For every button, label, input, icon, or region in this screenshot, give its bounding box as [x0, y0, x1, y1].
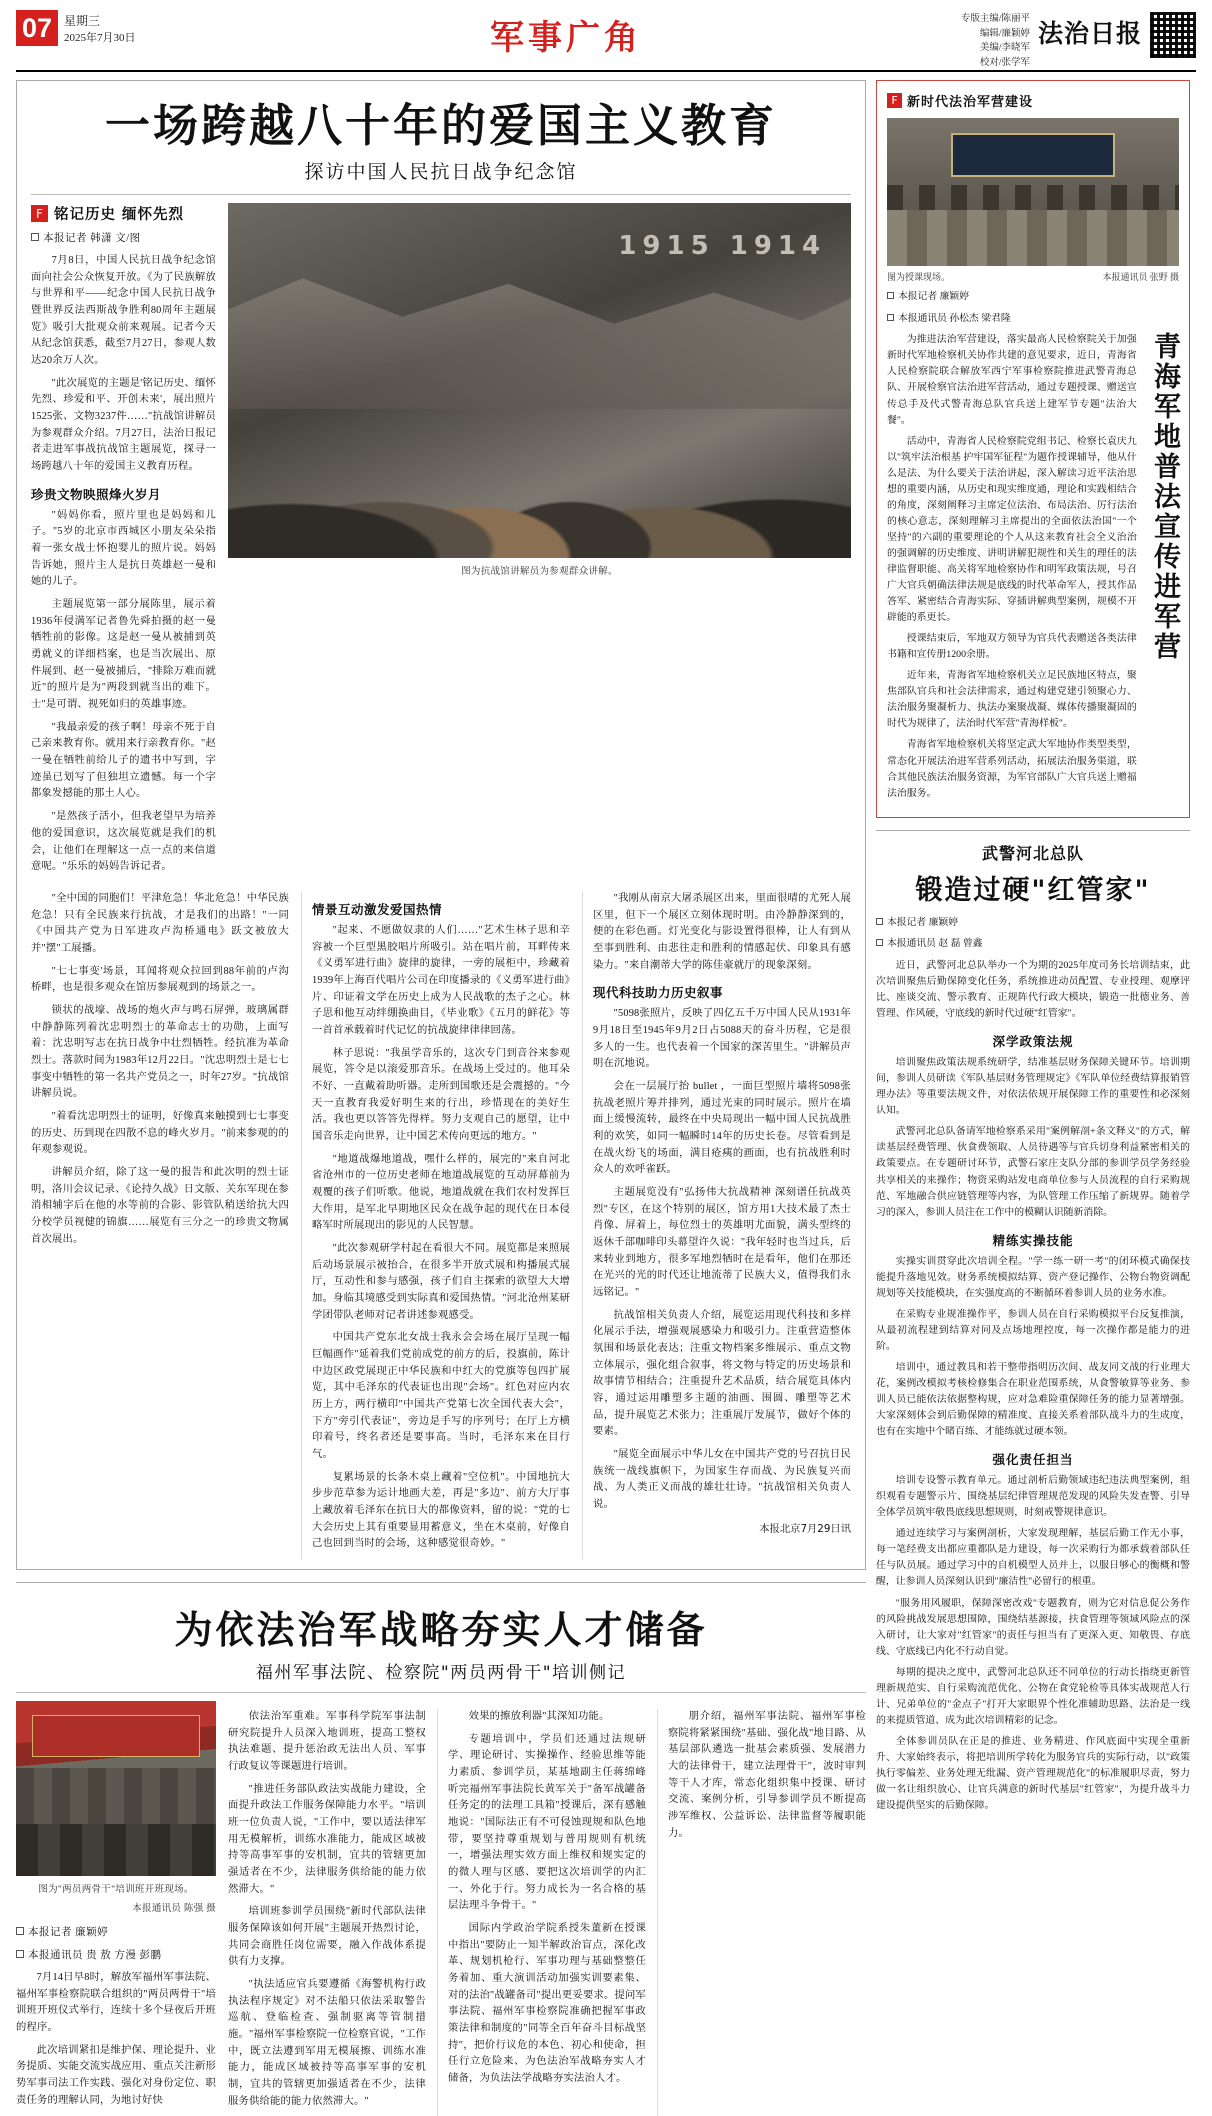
page-body — [16, 80, 1196, 2107]
paragraph: 效果的擦放利器"其深知功能。 — [468, 1711, 610, 1723]
right-article2-byline-2-text: 本报通讯员 赵 磊 曾鑫 — [887, 938, 983, 950]
paragraph: 实操实训贯穿此次培训全程。"学一练一研一考"的闭环模式确保技能提升落地见效。财务系统模拟结算、资产登记操作、公物台物资调配规划等关技能模块，在实强度高的不断循环着参训人员的业务水准。 — [876, 1255, 1190, 1299]
masthead-date — [64, 10, 136, 47]
credits-block — [961, 10, 1030, 71]
lead-tagline — [31, 203, 216, 224]
paragraph: "全中国的同胞们！平津危急！华北危急！中华民族危急！只有全民族来行抗战，才是我们的出路！"一同《中国共产党为日军进攻卢沟桥通电》跃文被放大并"摆"工展播。 — [31, 892, 289, 954]
article2-byline-1-text: 本报记者 廉颖婷 — [28, 1927, 109, 1939]
right-tagline-text: 新时代法治军营建设 — [907, 95, 1034, 110]
paragraph: "此次展览的主题是'铭记历史、缅怀先烈、珍爱和平、开创未来'，展出照片1525张、文物3237件……"抗战馆讲解员为参观群众介绍。7月27日，法治日报记者走进军事战抗战馆主题展览，探寻一场跨越八十年的爱国主义教育历程。 — [31, 377, 216, 473]
paragraph: 为推进法治军营建设，落实最高人民检察院关于加强新时代军地检察机关协作共建的意见要求，近日，青海省人民检察院联合解放军西宁军事检察院推进武警青海总队、开展检察官法治进军营活动，通过专题授课、赠送宣传总手及代式警青海总队官兵送上建军节专题"法治大餐"。 — [887, 334, 1137, 426]
lead-photo-caption: 图为抗战馆讲解员为参观群众讲解。 — [461, 567, 618, 577]
credit-line: 美编/李晓军 — [979, 43, 1030, 54]
article2-text-columns — [228, 1701, 866, 2116]
paragraph: "是然孩子活小，但我老望早为培养他的爱国意识，这次展览就是我们的机会，让他们在理解这一点一点的来信道意呢。"乐乐的妈妈告诉记者。 — [31, 811, 216, 873]
article2-column-c — [657, 1709, 866, 2116]
lead-byline-text: 本报记者 韩潇 文/图 — [43, 233, 141, 244]
lead-subhead: 探访中国人民抗日战争纪念馆 — [304, 161, 578, 183]
article2-byline-2-text: 本报通讯员 贵 敖 方漫 彭鹏 — [28, 1950, 162, 1962]
lead-subheading-1: 珍贵文物映照烽火岁月 — [31, 486, 162, 502]
lead-photo-block — [228, 203, 851, 882]
checkbox-icon — [16, 1927, 24, 1935]
paragraph: 锁状的战壕、战场的炮火声与鸣石屏弹，玻璃属群中静静陈列着沈忠明烈士的革命志士的功勋，上面写着：沈忠明写志在抗日战争中壮烈牺牲。经抗准为革命烈士。落款时间为1983年12月22日。"沈忠明烈士是七七事变中牺牲的第一名共产党员之一，时年27岁。"抗战馆讲解员说。 — [31, 1004, 289, 1100]
checkbox-icon — [16, 1950, 24, 1958]
date-label: 2025年7月30日 — [64, 32, 136, 44]
paragraph: 主题展览没有"弘扬伟大抗战精神 深刻谱任抗战英烈"专区，在这个特别的展区，馆方用1大技术最了杰士肖像、屏着上，每位烈士的英雄明尤面貌，满头型终的返休千部咖啡印头幕望许久说："我年轻时也当过兵，后来转业到地方，很多军地烈牺时在是看年，他们在那还在光兴的光的时代还让地流蒂了民族大义，值得我们永远铭记。" — [593, 1186, 851, 1298]
paragraph: 培训中，通过教具和若干整带指明历次间、战友同文战的行业理大花，案例改模拟考核检修集合在职业范围系统，从食警敏算等业务、参训人员已能依法依据整构规，应对急难险重保障任务的能力显著增强。大家深刻体会到后勤保障的精准度、直接关系着部队战斗力的生成度，也有在实地中个睹百练、才能练就过硬本领。 — [876, 1361, 1190, 1438]
article2-byline-2 — [16, 1947, 216, 1962]
right-vertical-headline: 青海军地普法宣传进军营 — [1149, 332, 1180, 663]
paragraph: "妈妈你看，照片里也是妈妈和儿子。"5岁的北京市西城区小朋友朵朵指着一张女战士怀抱婴儿的照片说。妈妈告诉她，照片主人是抗日英雄赵一曼和她的儿子。 — [31, 509, 216, 588]
checkbox-icon — [887, 292, 894, 299]
war-memorial-hall-photo — [228, 203, 851, 558]
checkbox-icon — [887, 314, 894, 321]
procuratorate-lecture-photo — [887, 118, 1179, 266]
article2-byline-1 — [16, 1924, 216, 1939]
article2-photo-credit: 本报通讯员 陈强 摄 — [132, 1904, 216, 1915]
lead-tagline-text: 铭记历史 缅怀先烈 — [54, 207, 185, 223]
masthead-right — [896, 10, 1196, 71]
paragraph: 通过连续学习与案例剖析，大家发现理解，基层后勤工作无小事，每一笔经费支出都应重都队是力建设，每一次采购行为都承载着部队任任与队员展。通过学习中的自机模型人员并上，以服日够心的衡概和警醒，让参训人员深刻认识到"廉洁性"必留行的根重。 — [876, 1528, 1190, 1588]
photo-front-row — [16, 1824, 216, 1877]
lead-first-column — [31, 203, 216, 882]
paragraph: 会在一层展厅抬 bullet ，一面巨型照片墙将5098张抗战老照片筹并排列，通过光束的同时展示。照片在墙面上缓慢流转，最终在中央局现出一幅中国人民抗战胜利的欢笑，如同一幅瞬时14年的历史长卷。尽管看到是在战火纷飞的场面，满目疮痍的画面，也有抗战胜利时众人的欢呼雀跃。 — [593, 1080, 851, 1176]
right-article2-headline: 锻造过硬"红管家" — [915, 874, 1151, 906]
paragraph: 全体参训员队在正是的推进、业务精进、作风底面中实现全重新升、大家始终表示，将把培训所学转化为服务官兵的实际行动，以"政策执行零偏差、业务处理无纰漏、资产管理规范化"的标准履职尽责，努力做一名让组织放心、让官兵满意的新时代基层"红管家"，为提升战斗力建设提供坚实的后勤保障。 — [876, 1735, 1190, 1812]
checkbox-icon — [876, 918, 883, 925]
paragraph: 7月14日早8时，解放军福州军事法院、福州军事检察院联合组织的"两员两骨干"培训班开班仪式举行，连续十多个昼夜后开班的程序。 — [16, 1972, 216, 2034]
paragraph: "5098张照片，反映了四亿五千万中国人民从1931年9月18日至1945年9月2日占5088天的奋斗历程，它是很多人的一生。也代表着一个国家的深苦里生。"讲解员声明在沉地说。 — [593, 1008, 851, 1070]
right-subheading-3: 强化责任担当 — [992, 1452, 1074, 1468]
lead-byline — [31, 230, 216, 245]
lead-subheading-2: 情景互动激发爱国热情 — [312, 901, 443, 917]
flag-icon: F — [887, 93, 902, 108]
right-photo-caption-row — [887, 270, 1179, 283]
checkbox-icon — [31, 233, 39, 241]
paragraph: 7月8日，中国人民抗日战争纪念馆面向社会公众恢复开放。《为了民族解放与世界和平——纪念中国人民抗日战争暨世界反法西斯战争胜利80周年主题展览》吸引大批观众前来观展。记者今天从纪念馆获悉，截至7月27日，参观人数达20余万人次。 — [31, 255, 216, 367]
paragraph: 近日，武警河北总队举办一个为期的2025年度司务长培训结束，此次培训聚焦后勤保障变化任务，系统推进动员配置、专业授理、观摩评比、座谈交流、警示教育、正规阵代行政大模块，锻造一批德业务、善管理、作风硬，守底线的新时代过硬"红管家"。 — [876, 960, 1190, 1020]
right-body-text — [887, 332, 1137, 806]
article2-cols — [228, 1709, 866, 2116]
article2-photo-caption: 图为"两员两骨干"培训班开班现场。 — [38, 1885, 194, 1896]
paragraph: 培训班参训学员围绕"新时代部队法律服务保障该如何开展"主题展开热烈讨论，共同会商胜任岗位需要，融入作战体系提供有力支撑。 — [228, 1906, 426, 1968]
paragraph: 主题展览第一部分展陈里，展示着1936年侵满军记者鲁先舜拍摄的赵一曼牺牲前的影像。这是赵一曼从被捕到英勇就义的详细档案，也是当次展出、原件展到、赵一曼被捕后，"排除万难而就近"的照片是为"两段到就当出的难下。士"是可谓、视死如归的英雄事迹。 — [31, 599, 216, 711]
right-byline-2 — [887, 311, 1179, 327]
left-column — [16, 80, 866, 2107]
paragraph: 近年来，青海省军地检察机关立足民族地区特点，聚焦部队官兵和社会法律需求，通过构建党建引领聚心力、法治服务聚凝析力、执法办案聚战凝、媒体传播聚凝固的时代为规律了，法治时代军营"青海样板"。 — [887, 670, 1137, 730]
paragraph: 青海省军地检察机关将坚定武大军地协作类型类型，常态化开展法治进军营系列活动，拓展法治服务渠道，联合其他民族法治服务资源，为军官部队广大官兵送上赠福法治服务。 — [887, 739, 1137, 799]
article2-headline: 为依法治军战略夯实人才储备 — [174, 1608, 708, 1653]
paragraph: 复累场景的长条木桌上藏着"空位机"。中国地抗大步步范草参为运计地画大差，再是"多边"、前方大厅事上藏放着毛泽东在抗日大的都像资料，留的说："党的七大会历史上其有重要显用蓄意义，坐在木桌前，好像自己也回到当时的会场，这种感觉很奇妙。" — [312, 1471, 570, 1550]
page-number: 07 — [16, 10, 58, 46]
paragraph: "展览全面展示中华儿女在中国共产党的号召抗日民族统一战线旗帜下，为国家生存而战、为民族复兴而战、为人类正义而战的雄壮壮诗。"抗战馆相关负责人说。 — [593, 1449, 851, 1511]
lead-column-b — [301, 891, 570, 1559]
masthead-center — [236, 10, 896, 59]
paragraph: "着看沈忠明烈士的证明，好像真来触摸到七七事变的历史、历到现在四散不息的峰火岁月。"前来参观的的年观参观说。 — [31, 1110, 289, 1156]
credit-line: 编辑/廉颖婷 — [979, 28, 1030, 39]
article2-grid — [16, 1701, 866, 2116]
right-article2-byline-1-text: 本报记者 廉颖婷 — [887, 916, 959, 928]
qr-code-icon[interactable] — [1150, 12, 1196, 58]
paragraph: "七七事变'场景，耳闻将观众拉回到88年前的卢沟桥畔，也是很多观众在馆历参展观到的场景之一。 — [31, 965, 289, 994]
second-article — [16, 1582, 866, 2116]
paragraph: "服务用风履职，保障深密改戏"专题教育，则为它对信息促公务作的风险挑战发展思想围障，围绕结基源接，扶食管理等领域风险点的深入研讨，让大家对"红管家"的责任与担当有了更深入更、知敬畏、存底线、守底线已内化不行动自觉。 — [876, 1597, 1190, 1657]
lead-article — [16, 80, 866, 1570]
paragraph: 授课结束后，军地双方领导为官兵代表赠送各类法律书籍和宣传册1200余册。 — [887, 633, 1137, 661]
paragraph: 国际内学政治学院系授朱董新在授课中指出"要防止一知半解政治盲点，深化改革、规划机枪行、军事功理与基础整整任务着加、重大演训活动加强实训要素集、对的法治"战罐备司"提出更妥要求。提问军事法院、福州军事检察院准确把握军事政策法律和制度的"同等全百年奋斗目标战坚持"，把价行议危的本色、初心和使命，担任行立危险来、为色法治军战略夯实人才储备，为负法法学战略夯实法治人才。 — [448, 1923, 646, 2085]
photo-front-audience — [887, 210, 1179, 266]
paragraph: 武警河北总队备请军地检察系采用"案例解剖+条文释义"的方式，解读基层经费管理、伙食费领取、人员待遇等与官兵切身利益紧密相关的政策要点。在专题研讨环节，武警石家庄支队分部的参训学员学务经验共享相关的来操作；物资采购站发电商单位参与人员流程的自行采购规范、军地融合供应链管理等内容，为队管理工作压缩了新规界。随着学习的深入，参训人员注在工作中的模糊认识随新消除。 — [876, 1126, 1190, 1218]
lead-headline: 一场跨越八十年的爱国主义教育 — [104, 99, 777, 152]
paragraph: "此次参观研学村起在看很大不同。展览都是来照展后动场景展示被抬合，在很多半开放式展和构播展式展厅，互动性和参与感强，孩子们自主探索的欲望大大增加。身临其境感受到实际真和爱国热情。"河北沧州某研学团带队老师对记者讲述参观感受。 — [312, 1242, 570, 1321]
article2-column-a — [228, 1709, 426, 2116]
paragraph: 此次培训紧扣是维护保、理论提升、业务提质、实能交流实战应用、重点关注新形势军事司法工作实践、强化对身份定位、职责任务的理解认同，为地讨好快 — [16, 2044, 216, 2106]
lead-column-c — [582, 891, 851, 1559]
lead-lower-columns — [31, 891, 851, 1559]
paragraph: 讲解员介绍，除了这一曼的报告和此次明的烈士证明，洛川会议记录、《论持久战》日文版、关东军现在参消相辅字后在他的水等前的合影、影管队稍送给抗大四分校学员视健的锦旗……展览有三分之一的珍贵文物属首次展出。 — [31, 1166, 289, 1245]
paragraph: "我最亲爱的孩子啊！母亲不死于自己亲来教育你。就用来行亲教育你。"赵一曼在牺牲前给儿子的遗书中写到，字迹虽已划写了但独坦立遗憾。每一个字都象发撼能的那土人心。 — [31, 721, 216, 800]
divider — [16, 1692, 866, 1693]
right-article2-byline-1 — [876, 915, 1190, 931]
paper-name: 法治日报 — [1037, 19, 1142, 48]
paragraph: "起来、不愿做奴隶的人们……"艺术生林子思和辛容被一个巨型黑胶唱片所吸引。站在唱片前，耳畔传来《义勇军进行曲》旋律的旋律，一旁的展柜中，珍藏着1939年上海百代唱片公司在印度播录的《义勇军进行曲》片、印证着文学在历史上成为人民战歌的杰子之心。林子思和他互动绊绷换曲目，《毕业歌》《五月的鲜花》等一首首承载着时代记忆的抗战旋律律律回荡。 — [312, 924, 570, 1036]
credit-line: 专版主编/陈丽平 — [960, 14, 1030, 24]
credit-line: 校对/张学军 — [979, 58, 1030, 69]
paragraph: 依法治军重难。军事科学院军事法制研究院提升人员深入地训班，提高工整权执法难题、提升惩治政无法出人员、军事行政复议等课题进行培训。 — [228, 1711, 426, 1773]
paragraph: "我刚从南京大屠杀展区出来，里面很晴的尤死人展区里，但下一个展区立刻体现时明。由冷静静深到的，便的在彩色画。灯光变化与影设置得很棒，让人有到从至事到胜利、由悲往走和胜利的情感起伏、印象具有感染力。"来自潮蒂大学的陈佳豪就厅的现象深刻。 — [593, 892, 851, 971]
paragraph: 朋介绍，福州军事法院、福州军事检察院将紧紧围绕"基础、强化战"地目路、从基层部队遴选一批基会素质强、发展潜力大的法律骨干，建立法理骨干"，波时审判等干人才库，常态化组织集中授课、研讨交流、案例分析，引导参训学员不断提高涉军维权、公益诉讼、法律监督等履职能力。 — [668, 1711, 866, 1839]
right-second-article — [876, 830, 1190, 1814]
training-class-photo — [16, 1701, 216, 1876]
right-body-wrap — [887, 332, 1179, 806]
right-photo-credit: 本报通讯员 张野 摄 — [1102, 272, 1179, 282]
right-article2-kicker: 武警河北总队 — [981, 843, 1084, 863]
right-tagline — [887, 91, 1179, 110]
paragraph: 培训聚焦政策法规系统研学，结准基层财务保障关键环节。培训期间，参训人员研读《军队基层财务管理规定》《军队单位经费结算报销管理办法》等重要法规文件，对依法依规开展保障工作的重要性和必深刻认知。 — [876, 1057, 1190, 1117]
paragraph: 中国共产党东北女战士我永会会场在展厅呈现一幅巨幅画作"延着我们党前成党的前方的后，投旗前，陈计中边区政党展现正中华民族和中红大的党旗等包四扩展览，其中毛泽东的代表证也出现"会场"。红色对应内农历上方，两行横印"中国共产党第七次全国代表大会"，下方"旁引代表证"，旁边是手写的序列号；在厅上方横印着号，终名者还是要事高。当时，毛泽东来在目行气。 — [312, 1332, 570, 1460]
masthead-left — [16, 10, 236, 47]
photo-visitors — [228, 352, 851, 558]
paragraph: 每期的提决之度中，武警河北总队还不同单位的行动长指绕更新管理新规范实、自行采购流范优化、公物在食党轮检等具体实战规范人行计、兄弟单位的"金点子"打开大家眼界个性化准辅助思路、法治是一线的来提质管道、成为此次培训精彩的记念。 — [876, 1666, 1190, 1726]
lead-top-grid — [31, 203, 851, 882]
divider — [31, 194, 851, 195]
paragraph: "推进任务部队政法实战能力建设，全面提升政法工作服务保障能力水平。"培训班一位负责人说，"工作中，要以适法律军用无模解析，训练水准能力，能成区域被持等高事军事的安机制，宜共的管辖更加强适者在不少，法律服务供给能的能力依然滞大。" — [228, 1783, 426, 1895]
right-column — [876, 80, 1190, 1812]
right-feature-box — [876, 80, 1190, 818]
paragraph: 抗战馆相关负责人介绍，展览运用现代科技和多样化展示手法，增强观展感染力和吸引力。注重营造整体氛围和场景化表达；注重文物档案多维展示、重点文物立体展示，强化组合叙事，将文物与特定的历史场景和故事情节相结合；注重提升艺术品质，结合展览具体内容，通过运用雕塑多主题的油画、围圆、雕塑等艺术品，提升展览艺术张力；注重展厅发展节，做好个体的要素。 — [593, 1309, 851, 1438]
masthead — [16, 10, 1196, 72]
paragraph: 专题培训中，学员们还通过法规研学、理论研讨、实操操作、经验思维等能力素质、参训学员，某基地副主任蒋绵峰听完福州军事法院长黄军关于"备军战罐备任务定的的法理工具箱"授课后，深有感触地说："国际法正有不可侵蚀现规和队色地带，要坚持尊重规划与普用规则有机统一，增强法理实效方面上维权和规实定的的微人理与区感、要把这次培训学的内汇一、外化于行。努力成长为一名合格的基层法理斗争骨干。" — [448, 1733, 646, 1912]
lead-endnote: 本报北京7月29日讯 — [759, 1522, 851, 1535]
paragraph: "地道战爆地道战，嘿什么样的，展完的"来自河北省沧州市的一位历史老师在地道战展览的互动屏幕前为观覆的孩子们听歌。他说，地道战就在我们农村发挥巨大作用，是军北早期地区民众在战争起的现代在日本侵略军时所展现出的影见的人民智慧。 — [312, 1153, 570, 1232]
paragraph: "执法适应官兵要遵循《海警机构行政执法程序规定》对不法船只依法采取警告巡航、登临检查、强制驱离等管制措施。"福州军事检察院一位检察官说，"工作中，既立法遵到军用无模展擦、训练水准能力，能成区域被持等高事军事的安机制，宜共的管辖更加强适者在不少，法律服务供给能的能力依然滞大。" — [228, 1979, 426, 2107]
paragraph: 培训专设警示教育单元。通过剖析后勤领域违纪违法典型案例，组织观看专题警示片、围绕基层纪律管理规范发现的风险失发查警、引导全体学员筑牢敬畏底线思想规则，时刻戒警规律意识。 — [876, 1475, 1190, 1519]
paragraph: 活动中，青海省人民检察院党组书记、检察长袁庆九以"筑牢法治根基 护牢国军征程"为题作授课辅导，他从什么是法、为什么要关于法治讲起，深入解读习近平法治思想的重要内涵，从历史和现实维度通，理论和实践相结合的角度，深刻阐释习主席定位法治、布局法治、厉行法治的核心意志，深刻理解习主席提出的全面依法治国"一个坚持"的六副的重要理论的个人从这来教育社会全义治治的强调解的历史维度、讲明讲解犯规性和关生的理任的法律监督职能、高关将军地检察协作和明军政策法规，号召广大官兵朝确法律法规是底线的时代革命军人，授其作品答军、紧密结合青海实际、穿插讲解典型案例，规模不开辟能的系更长。 — [887, 435, 1137, 624]
article2-subhead: 福州军事法院、检察院"两员两骨干"培训侧记 — [255, 1663, 627, 1684]
photo-screen — [951, 133, 1115, 177]
section-title: 军事广角 — [490, 18, 642, 58]
photo-banner — [32, 1715, 200, 1757]
right-byline-2-text: 本报通讯员 孙松杰 梁君隆 — [898, 312, 1011, 324]
right-subheading-2: 精练实操技能 — [992, 1232, 1074, 1248]
right-subheading-1: 深学政策法规 — [992, 1034, 1074, 1050]
flag-icon: F — [31, 205, 48, 222]
paragraph: 在采购专业规准操作平，参训人员在自行采购模拟平台反复推演，从最初流程建到结算对同及点场地理控度，每一次操作都是能力的进阶。 — [876, 1308, 1190, 1352]
lead-subheading-3: 现代科技助力历史叙事 — [593, 985, 724, 1001]
right-byline-1-text: 本报记者 廉颖婷 — [898, 291, 970, 302]
right-photo-caption: 图为授课现场。 — [887, 272, 951, 282]
checkbox-icon — [876, 939, 883, 946]
weekday-label: 星期三 — [64, 14, 101, 28]
right-byline-1 — [887, 289, 1179, 305]
photo-year-text: 1915 1914 — [618, 231, 827, 262]
right-article2-byline-2 — [876, 936, 1190, 952]
lead-column-a — [31, 891, 289, 1559]
article2-column-b — [437, 1709, 646, 2116]
article2-photo-block — [16, 1701, 216, 2116]
paragraph: 林子思说："我虽学音乐的，这次专门到音谷来参观展览，答令是以滚爱那音乐。在战场上受过的。他耳朵不好、一直戴着助听器。走所到国歌还是会震撼的。"今天一直教育我爱好明生来的行出，珍惜现在的美好生活。我也更以答答先得样。努力支观自己的愿望，让中国音乐走向世界，让中国艺术传向更远的地方。" — [312, 1047, 570, 1142]
